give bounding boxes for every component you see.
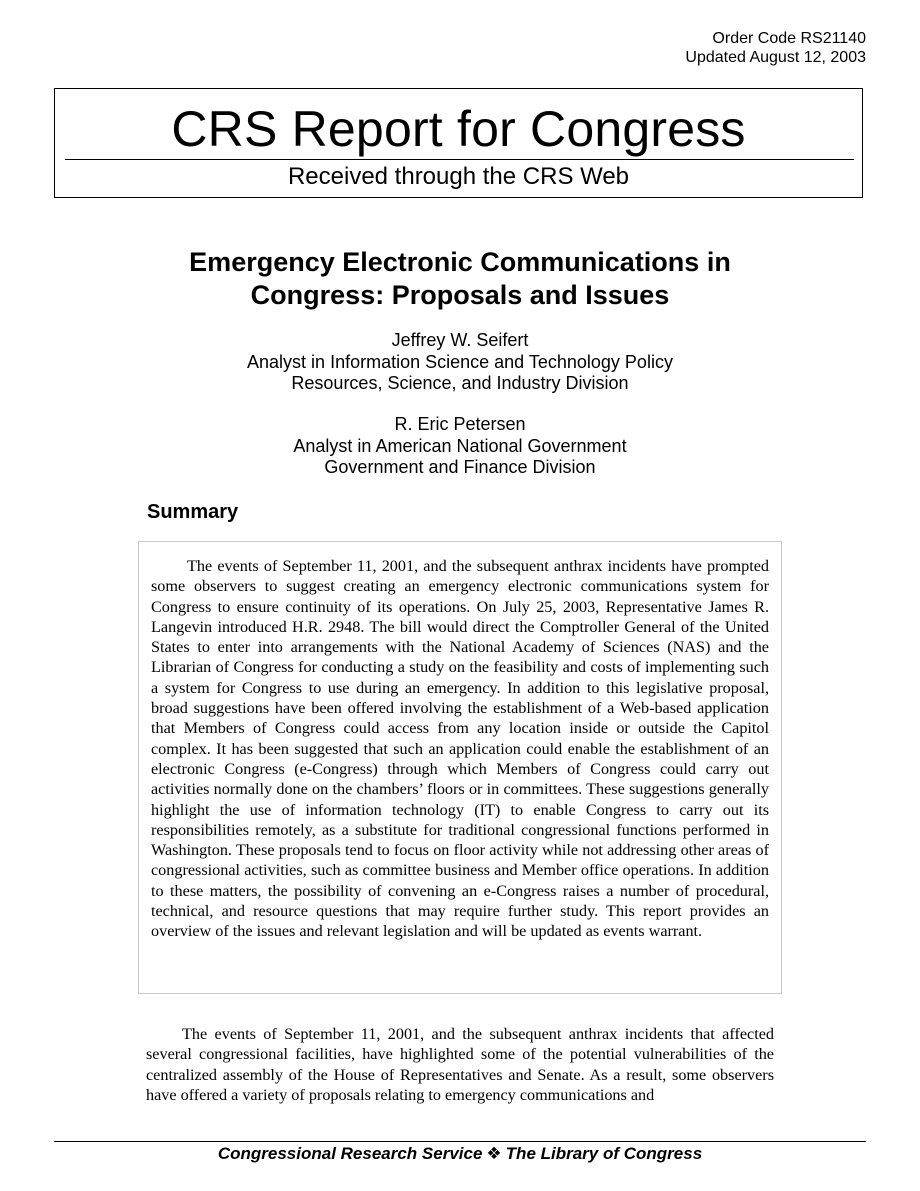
updated-date: Updated August 12, 2003: [685, 49, 866, 66]
order-code-block: [685, 29, 866, 67]
report-title: [100, 246, 820, 312]
author-block-1: [100, 330, 820, 395]
author-role: Analyst in Information Science and Technology Policy: [247, 351, 673, 372]
footer-divider: [54, 1141, 866, 1142]
author-division: Resources, Science, and Industry Division: [291, 373, 629, 393]
body-paragraph-1: The events of September 11, 2001, and the subsequent anthrax incidents that affected several congressional facilities, have highlighted some of the potential vulnerabilities of the centralized assembly of the House of Representatives and Senate. As a result, some observers have offered a variety of proposals relating to emergency communications and: [146, 1025, 774, 1104]
report-title-line-2: Congress: Proposals and Issues: [250, 280, 670, 310]
summary-box: [138, 541, 782, 994]
report-title-line-1: Emergency Electronic Communications in: [189, 247, 731, 277]
summary-text: The events of September 11, 2001, and the subsequent anthrax incidents have prompted some observers to suggest creating an emergency electronic communications system for Congress to ensure continuity of its operations. On July 25, 2003, Representative James R. Langevin introduced H.R. 2948. The bill would direct the Comptroller General of the United States to enter into arrangements with the National Academy of Sciences (NAS) and the Librarian of Congress for conducting a study on the feasibility and costs of implementing such a system for Congress to use during an emergency. In addition to this legislative proposal, broad suggestions have been offered involving the establishment of a Web-based application that Members of Congress could access from any location inside or outside the Capitol complex. It has been suggested that such an application could enable the establishment of an electronic Congress (e-Congress) through which Members of Congress could carry out activities normally done on the chambers’ floors or in committees. These suggestions generally highlight the use of information technology (IT) to enable Congress to carry out its responsibilities remotely, as a substitute for traditional congressional functions performed in Washington. These proposals tend to focus on floor activity while not addressing other areas of congressional activities, such as committee business and Member office operations. In addition to these matters, the possibility of convening an e-Congress raises a number of procedural, technical, and resource questions that may require further study. This report provides an overview of the issues and relevant legislation and will be updated as events warrant.: [151, 557, 769, 941]
summary-heading: Summary: [147, 501, 239, 523]
footer: [0, 1144, 920, 1164]
masthead-divider: [65, 159, 854, 160]
author-name: R. Eric Petersen: [394, 414, 526, 434]
footer-separator: ❖: [486, 1144, 502, 1163]
order-code: Order Code RS21140: [712, 30, 866, 47]
author-block-2: [100, 414, 820, 479]
author-division: Government and Finance Division: [324, 457, 596, 477]
author-role: Analyst in American National Government: [293, 435, 627, 456]
masthead: [54, 88, 863, 198]
masthead-subtitle: Received through the CRS Web: [287, 163, 630, 190]
footer-publisher: Congressional Research Service: [217, 1144, 483, 1163]
masthead-title: CRS Report for Congress: [171, 101, 746, 157]
author-name: Jeffrey W. Seifert: [391, 330, 529, 350]
footer-library: The Library of Congress: [505, 1144, 703, 1163]
